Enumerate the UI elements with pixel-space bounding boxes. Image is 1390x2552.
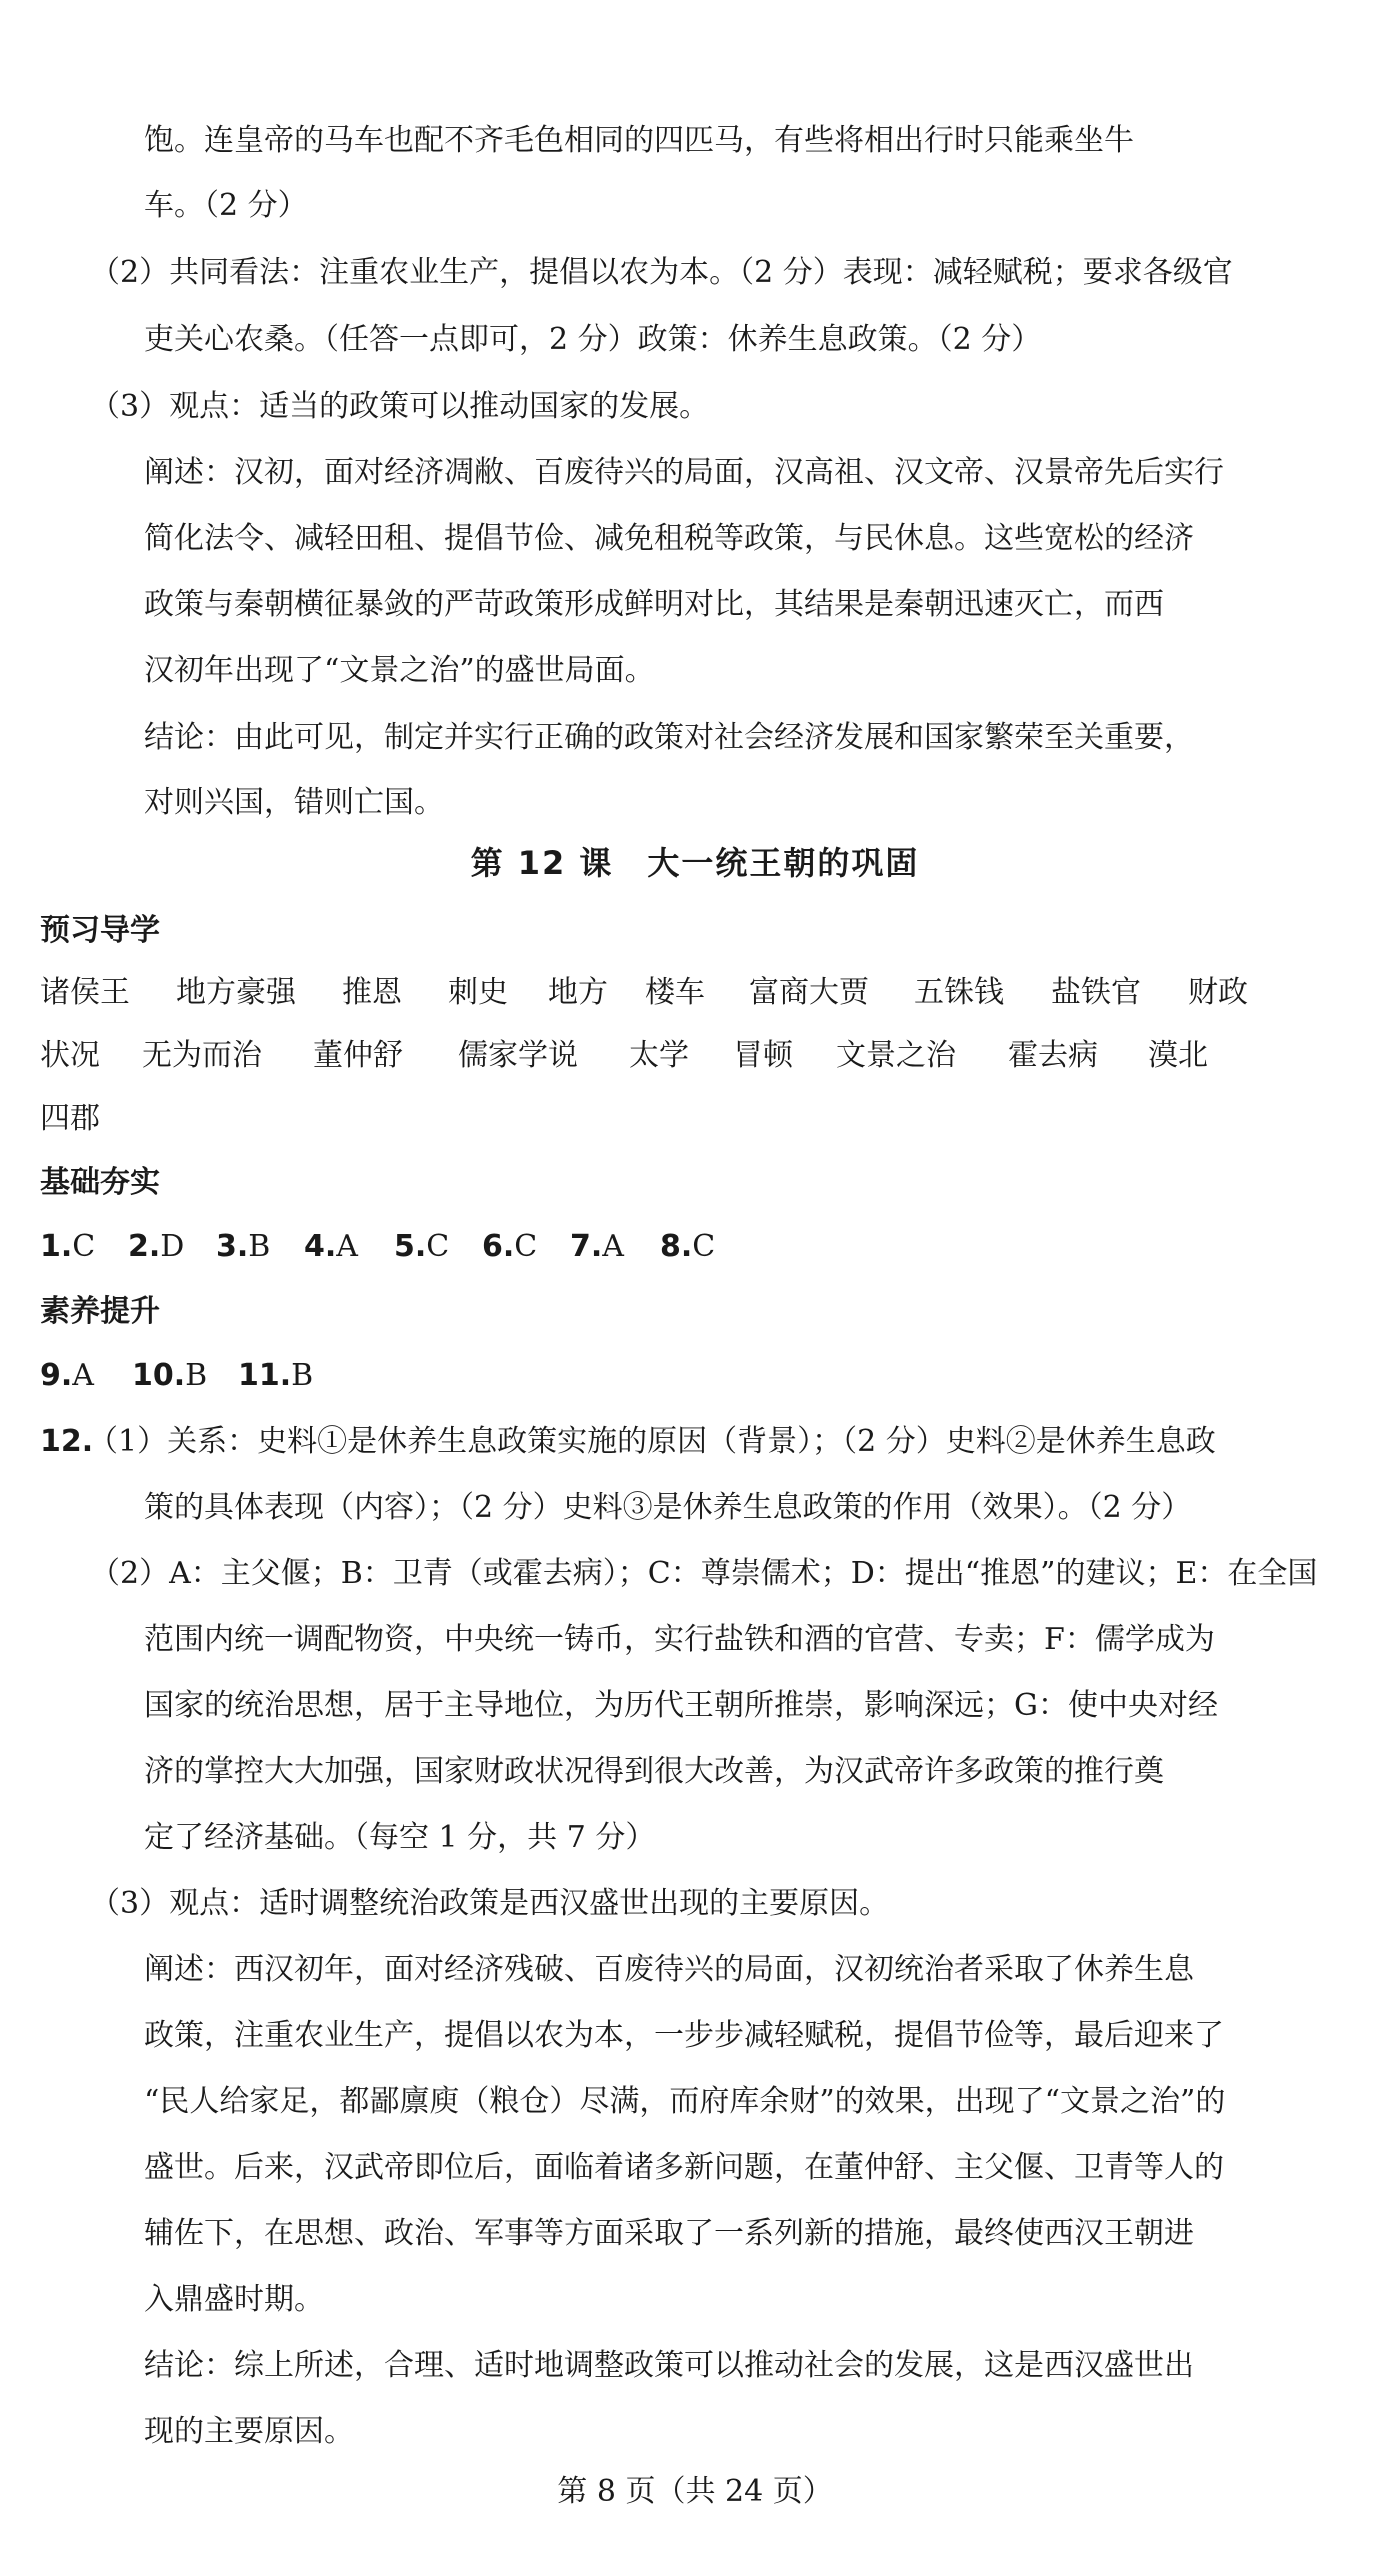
vocab-item: 状况 (40, 1038, 100, 1073)
text-line: 现的主要原因。 (144, 2414, 354, 2449)
text-line: 济的掌控大大加强，国家财政状况得到很大改善，为汉武帝许多政策的推行奠 (144, 1754, 1164, 1789)
vocab-item: 董仲舒 (313, 1038, 403, 1073)
text-line: 入鼎盛时期。 (144, 2282, 324, 2317)
answer-item: 6.C (482, 1229, 538, 1264)
text-line: 政策，注重农业生产，提倡以农为本，一步步减轻赋税，提倡节俭等，最后迎来了 (144, 2018, 1224, 2053)
section-heading-improve: 素养提升 (40, 1294, 160, 1329)
vocab-item: 儒家学说 (458, 1038, 578, 1073)
text-line: 国家的统治思想，居于主导地位，为历代王朝所推崇，影响深远；G：使中央对经 (144, 1688, 1218, 1723)
answer-item: 10.B (132, 1358, 208, 1393)
vocab-item: 霍去病 (1008, 1038, 1098, 1073)
answer-item: 3.B (216, 1229, 271, 1264)
question-number: 12. (40, 1424, 94, 1459)
vocab-item: 财政 (1188, 975, 1248, 1010)
text-line: “民人给家足，都鄙廪庾（粮仓）尽满，而府库余财”的效果，出现了“文景之治”的 (144, 2084, 1226, 2119)
vocab-item: 无为而治 (142, 1038, 262, 1073)
text-line: 范围内统一调配物资，中央统一铸币，实行盐铁和酒的官营、专卖；F：儒学成为 (144, 1622, 1215, 1657)
section-heading-preview: 预习导学 (40, 913, 160, 948)
text-line: 阐述：汉初，面对经济凋敝、百废待兴的局面，汉高祖、汉文帝、汉景帝先后实行 (144, 455, 1224, 490)
text-line: （2）A：主父偃；B：卫青（或霍去病）；C：尊崇儒术；D：提出“推恩”的建议；E：在全国 (90, 1556, 1318, 1591)
vocab-item: 文景之治 (836, 1038, 956, 1073)
lesson-title: 第 12 课 大一统王朝的巩固 (470, 844, 920, 882)
text-line: 阐述：西汉初年，面对经济残破、百废待兴的局面，汉初统治者采取了休养生息 (144, 1952, 1194, 1987)
text-line: 车。（2 分） (144, 188, 308, 223)
text-line: 结论：由此可见，制定并实行正确的政策对社会经济发展和国家繁荣至关重要， (144, 720, 1194, 755)
answer-item: 11.B (238, 1358, 314, 1393)
vocab-item: 冒顿 (733, 1038, 793, 1073)
vocab-item: 诸侯王 (40, 975, 130, 1010)
section-heading-basic: 基础夯实 (40, 1165, 160, 1200)
text-line: （3）观点：适时调整统治政策是西汉盛世出现的主要原因。 (90, 1886, 890, 1921)
text-line: 吏关心农桑。（任答一点即可，2 分）政策：休养生息政策。（2 分） (144, 322, 1042, 357)
answer-item: 4.A (304, 1229, 358, 1264)
vocab-item: 推恩 (342, 975, 402, 1010)
vocab-item: 地方 (548, 975, 608, 1010)
vocab-item: 四郡 (40, 1101, 100, 1136)
vocab-item: 地方豪强 (176, 975, 296, 1010)
vocab-item: 楼车 (645, 975, 705, 1010)
vocab-item: 太学 (629, 1038, 689, 1073)
vocab-item: 盐铁官 (1051, 975, 1141, 1010)
text-line: 结论：综上所述，合理、适时地调整政策可以推动社会的发展，这是西汉盛世出 (144, 2348, 1194, 2383)
text-line: 汉初年出现了“文景之治”的盛世局面。 (144, 653, 655, 688)
text-line: 定了经济基础。（每空 1 分，共 7 分） (144, 1820, 656, 1855)
text-line: （1）关系：史料①是休养生息政策实施的原因（背景）；（2 分）史料②是休养生息政 (88, 1424, 1216, 1459)
answer-item: 5.C (394, 1229, 450, 1264)
text-line: 盛世。后来，汉武帝即位后，面临着诸多新问题，在董仲舒、主父偃、卫青等人的 (144, 2150, 1224, 2185)
text-line: 策的具体表现（内容）；（2 分）史料③是休养生息政策的作用（效果）。（2 分） (144, 1490, 1192, 1525)
vocab-item: 富商大贾 (749, 975, 869, 1010)
answer-item: 9.A (40, 1358, 94, 1393)
answer-item: 1.C (40, 1229, 96, 1264)
text-line: 政策与秦朝横征暴敛的严苛政策形成鲜明对比，其结果是秦朝迅速灭亡，而西 (144, 587, 1164, 622)
text-line: 辅佐下，在思想、政治、军事等方面采取了一系列新的措施，最终使西汉王朝进 (144, 2216, 1194, 2251)
text-line: 饱。连皇帝的马车也配不齐毛色相同的四匹马，有些将相出行时只能乘坐牛 (144, 123, 1134, 158)
text-line: （2）共同看法：注重农业生产，提倡以农为本。（2 分）表现：减轻赋税；要求各级官 (90, 255, 1233, 290)
page-footer: 第 8 页（共 24 页） (557, 2474, 833, 2509)
answer-item: 8.C (660, 1229, 716, 1264)
text-line: 简化法令、减轻田租、提倡节俭、减免租税等政策，与民休息。这些宽松的经济 (144, 521, 1194, 556)
text-line: （3）观点：适当的政策可以推动国家的发展。 (90, 389, 710, 424)
vocab-item: 漠北 (1148, 1038, 1208, 1073)
answer-item: 7.A (570, 1229, 624, 1264)
text-line: 对则兴国，错则亡国。 (144, 785, 444, 820)
vocab-item: 刺史 (448, 975, 508, 1010)
vocab-item: 五铢钱 (914, 975, 1004, 1010)
answer-item: 2.D (128, 1229, 185, 1264)
